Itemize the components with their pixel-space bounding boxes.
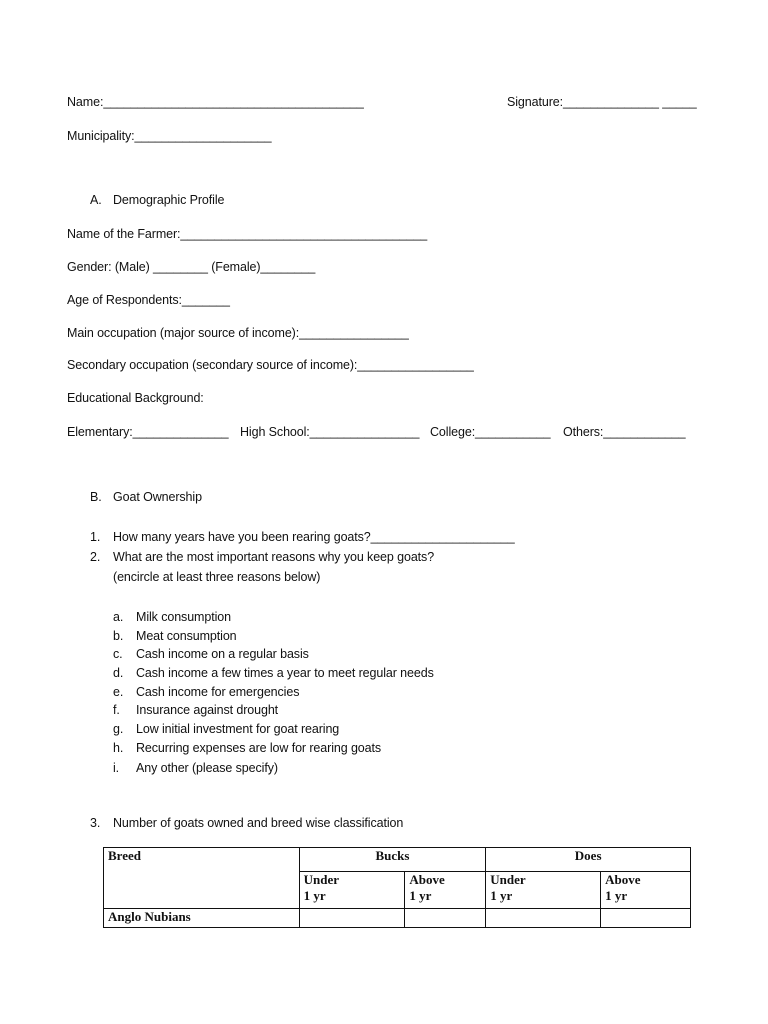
question-2: What are the most important reasons why you keep goats? bbox=[113, 550, 435, 564]
reason-letter: i. bbox=[113, 761, 120, 775]
breed-header: Breed bbox=[104, 848, 300, 909]
reason-item[interactable]: Milk consumption bbox=[136, 610, 231, 624]
question-1[interactable]: How many years have you been rearing goats?_____________________ bbox=[113, 530, 515, 544]
education-label: Educational Background: bbox=[67, 391, 204, 405]
section-a-title: Demographic Profile bbox=[113, 193, 225, 207]
question-2-note: (encircle at least three reasons below) bbox=[113, 570, 321, 584]
reason-letter: b. bbox=[113, 629, 124, 643]
reason-item[interactable]: Any other (please specify) bbox=[136, 761, 278, 775]
name-field[interactable]: Name:______________________________________ bbox=[67, 95, 364, 109]
section-a-marker: A. bbox=[90, 193, 102, 207]
does-above-cell[interactable] bbox=[601, 909, 691, 928]
does-header: Does bbox=[486, 848, 691, 872]
gender-field[interactable]: Gender: (Male) ________ (Female)________ bbox=[67, 260, 316, 274]
reason-item[interactable]: Cash income for emergencies bbox=[136, 685, 300, 699]
bucks-under-cell[interactable] bbox=[299, 909, 405, 928]
reason-letter: h. bbox=[113, 741, 124, 755]
table-row-breed: Anglo Nubians bbox=[104, 909, 300, 928]
reason-letter: g. bbox=[113, 722, 124, 736]
question-3: Number of goats owned and breed wise classification bbox=[113, 816, 404, 830]
main-occupation-field[interactable]: Main occupation (major source of income):________________ bbox=[67, 326, 409, 340]
bucks-header: Bucks bbox=[299, 848, 486, 872]
reason-letter: a. bbox=[113, 610, 124, 624]
municipality-field[interactable]: Municipality:____________________ bbox=[67, 129, 272, 143]
elementary-field[interactable]: Elementary:______________ bbox=[67, 425, 229, 439]
question-3-number: 3. bbox=[90, 816, 101, 830]
question-2-number: 2. bbox=[90, 550, 101, 564]
secondary-occupation-field[interactable]: Secondary occupation (secondary source of income):_________________ bbox=[67, 358, 474, 372]
age-field[interactable]: Age of Respondents:_______ bbox=[67, 293, 230, 307]
section-b-title: Goat Ownership bbox=[113, 490, 202, 504]
reason-letter: c. bbox=[113, 647, 123, 661]
reason-letter: e. bbox=[113, 685, 124, 699]
others-field[interactable]: Others:____________ bbox=[563, 425, 686, 439]
bucks-under-header: Under 1 yr bbox=[299, 872, 405, 909]
reason-item[interactable]: Meat consumption bbox=[136, 629, 237, 643]
reason-item[interactable]: Insurance against drought bbox=[136, 703, 279, 717]
section-b-marker: B. bbox=[90, 490, 102, 504]
does-above-header: Above 1 yr bbox=[601, 872, 691, 909]
reason-item[interactable]: Cash income on a regular basis bbox=[136, 647, 309, 661]
reason-item[interactable]: Low initial investment for goat rearing bbox=[136, 722, 340, 736]
reason-letter: d. bbox=[113, 666, 124, 680]
college-field[interactable]: College:___________ bbox=[430, 425, 551, 439]
reason-letter: f. bbox=[113, 703, 120, 717]
does-under-cell[interactable] bbox=[486, 909, 601, 928]
bucks-above-cell[interactable] bbox=[405, 909, 486, 928]
high-school-field[interactable]: High School:________________ bbox=[240, 425, 420, 439]
breed-table bbox=[103, 847, 691, 928]
does-under-header: Under 1 yr bbox=[486, 872, 601, 909]
reason-item[interactable]: Cash income a few times a year to meet regular needs bbox=[136, 666, 434, 680]
question-1-number: 1. bbox=[90, 530, 101, 544]
bucks-above-header: Above 1 yr bbox=[405, 872, 486, 909]
signature-field[interactable]: Signature:______________ _____ bbox=[507, 95, 697, 109]
farmer-name-field[interactable]: Name of the Farmer:____________________________________ bbox=[67, 227, 428, 241]
reason-item[interactable]: Recurring expenses are low for rearing goats bbox=[136, 741, 382, 755]
